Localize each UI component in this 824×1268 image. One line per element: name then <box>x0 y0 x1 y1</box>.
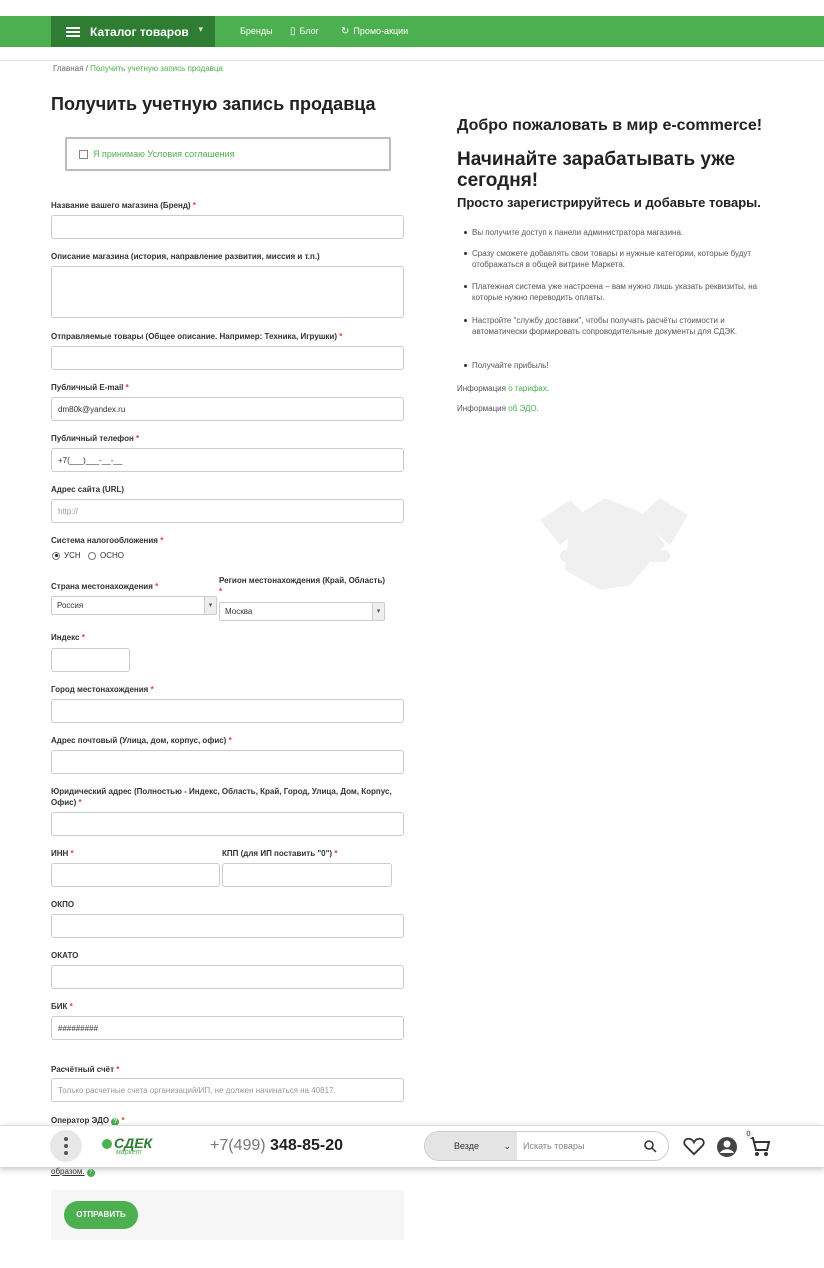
tax-label: Система налогообложения * <box>51 536 164 545</box>
agree-checkbox[interactable] <box>79 150 88 159</box>
nav-blog[interactable] <box>290 16 319 47</box>
radio-osno[interactable] <box>88 552 96 560</box>
desc-label: Описание магазина (история, направление развития, миссия и т.п.) <box>51 252 320 261</box>
goods-input[interactable] <box>51 346 404 370</box>
submit-button[interactable]: ОТПРАВИТЬ <box>64 1201 138 1229</box>
logo-sub: маркет <box>116 1149 142 1156</box>
edo-label: Оператор ЭДО ? * <box>51 1116 125 1125</box>
tariff-link[interactable]: о тарифах <box>508 384 547 393</box>
promo-headline: Начинайте зарабатывать уже сегодня! <box>457 149 736 191</box>
region-value: Москва <box>225 607 253 616</box>
welcome-heading: Добро пожаловать в мир e-commerce! <box>457 117 763 134</box>
radio-usn-label: УСН <box>64 551 81 560</box>
radio-usn[interactable] <box>52 552 60 560</box>
nav-brands-label: Бренды <box>240 26 273 36</box>
kpp-input[interactable] <box>222 863 392 887</box>
country-value: Россия <box>57 601 84 610</box>
tax-usn-radio[interactable] <box>52 551 81 560</box>
menu-icon <box>66 27 80 37</box>
city-input[interactable] <box>51 699 404 723</box>
promo-bullet: Настройте "службу доставки", чтобы получать расчёты стоимости и автоматически формировать сопроводительные документы для СДЭК. <box>472 315 772 337</box>
account-input[interactable]: Только расчетные счета организаций/ИП, не должен начинаться на 40817. <box>51 1078 404 1102</box>
top-strip <box>0 0 824 16</box>
site-input[interactable]: http:// <box>51 499 404 523</box>
cart-count-badge: 0 <box>744 1130 753 1139</box>
refresh-icon: ↻ <box>341 26 350 37</box>
nav-blog-label: Блог <box>299 26 319 36</box>
inn-label: ИНН * <box>51 849 74 858</box>
chevron-down-icon: ▾ <box>204 597 216 614</box>
search-input[interactable]: Искать товары <box>523 1141 585 1151</box>
brand-input[interactable] <box>51 215 404 239</box>
okpo-label: ОКПО <box>51 900 75 909</box>
heart-icon[interactable] <box>683 1136 705 1156</box>
catalog-button[interactable] <box>51 16 215 47</box>
country-select[interactable] <box>51 596 217 615</box>
legal-input[interactable] <box>51 812 404 836</box>
brand-label: Название вашего магазина (Бренд) * <box>51 201 196 210</box>
edo-info: Информация об ЭДО. <box>457 404 539 413</box>
okato-label: ОКАТО <box>51 951 79 960</box>
breadcrumb-current: Получить учетную запись продавца <box>90 64 223 73</box>
breadcrumb <box>53 64 223 73</box>
search-icon[interactable] <box>643 1139 657 1153</box>
handshake-icon <box>530 490 698 600</box>
more-menu-button[interactable] <box>50 1130 82 1162</box>
bookmark-icon: ▯ <box>290 26 296 37</box>
logo-text: СДЕК <box>114 1135 153 1151</box>
nav-brands[interactable] <box>240 16 273 47</box>
chevron-down-icon: ▾ <box>198 24 203 34</box>
breadcrumb-home[interactable]: Главная <box>53 64 84 73</box>
postal-label: Адрес почтовый (Улица, дом, корпус, офис) * <box>51 736 232 745</box>
phone-label: Публичный телефон * <box>51 434 140 443</box>
user-icon[interactable] <box>716 1136 738 1158</box>
okpo-input[interactable] <box>51 914 404 938</box>
site-label: Адрес сайта (URL) <box>51 485 125 494</box>
index-label: Индекс * <box>51 633 85 642</box>
bik-input[interactable]: ######### <box>51 1016 404 1040</box>
edo-note <box>51 1167 95 1177</box>
postal-input[interactable] <box>51 750 404 774</box>
phone-field[interactable]: +7(___)___-__-__ <box>51 448 404 472</box>
logo[interactable] <box>102 1135 152 1156</box>
tax-osno-radio[interactable] <box>88 551 124 560</box>
search-scope-select[interactable]: Везде ⌄ <box>425 1132 517 1160</box>
country-label: Страна местонахождения * <box>51 582 159 591</box>
agree-checkbox-box[interactable] <box>65 137 391 171</box>
edo-note-link[interactable]: образом. <box>51 1167 85 1176</box>
region-label: Регион местонахождения (Край, Область) * <box>219 576 386 596</box>
city-label: Город местонахождения * <box>51 685 154 694</box>
search-bar <box>424 1131 669 1161</box>
promo-subheading: Просто зарегистрируйтесь и добавьте товары. <box>457 195 761 210</box>
chevron-down-icon: ▾ <box>372 603 384 620</box>
desc-textarea[interactable] <box>51 266 404 318</box>
promo-bullet: Платежная система уже настроена – вам нужно лишь указать реквизиты, на которые нужно переводить оплаты. <box>472 281 772 303</box>
okato-input[interactable] <box>51 965 404 989</box>
inn-input[interactable] <box>51 863 220 887</box>
promo-bullet: Сразу сможете добавлять свои товары и нужные категории, которые будут отображаться в общей витрине Маркета. <box>472 248 772 270</box>
email-field[interactable]: dm80k@yandex.ru <box>51 397 404 421</box>
agree-label[interactable]: Я принимаю Условия соглашения <box>93 149 235 159</box>
legal-label: Юридический адрес (Полностью - Индекс, Область, Край, Город, Улица, Дом, Корпус, Офис) * <box>51 787 392 807</box>
promo-bullet: Получайте прибыль! <box>472 360 772 371</box>
phone-number[interactable]: +7(499) 348-85-20 <box>210 1137 343 1154</box>
kpp-label: КПП (для ИП поставить "0") * <box>222 849 338 858</box>
breadcrumb-sep: / <box>85 64 88 73</box>
divider <box>0 60 824 61</box>
nav-promo-label: Промо-акции <box>353 26 409 36</box>
radio-osno-label: ОСНО <box>100 551 124 560</box>
region-select[interactable] <box>219 602 385 621</box>
page-title: Получить учетную запись продавца <box>51 94 376 114</box>
goods-label: Отправляемые товары (Общее описание. Например: Техника, Игрушки) * <box>51 332 343 341</box>
account-label: Расчётный счёт * <box>51 1065 120 1074</box>
index-input[interactable] <box>51 648 130 672</box>
help-icon[interactable]: ? <box>111 1118 119 1126</box>
edo-link[interactable]: об ЭДО <box>508 404 537 413</box>
logo-mark-icon <box>102 1139 112 1149</box>
bik-label: БИК * <box>51 1002 73 1011</box>
promo-bullet: Вы получите доступ к панели администратора магазина. <box>472 227 772 238</box>
email-label: Публичный E-mail * <box>51 383 129 392</box>
nav-promo[interactable] <box>341 16 408 47</box>
catalog-label: Каталог товаров <box>90 24 189 39</box>
help-icon[interactable]: ? <box>87 1169 95 1177</box>
cart-icon[interactable] <box>749 1136 771 1158</box>
chevron-down-icon: ⌄ <box>503 1141 511 1151</box>
tariff-info: Информация о тарифах. <box>457 384 550 393</box>
